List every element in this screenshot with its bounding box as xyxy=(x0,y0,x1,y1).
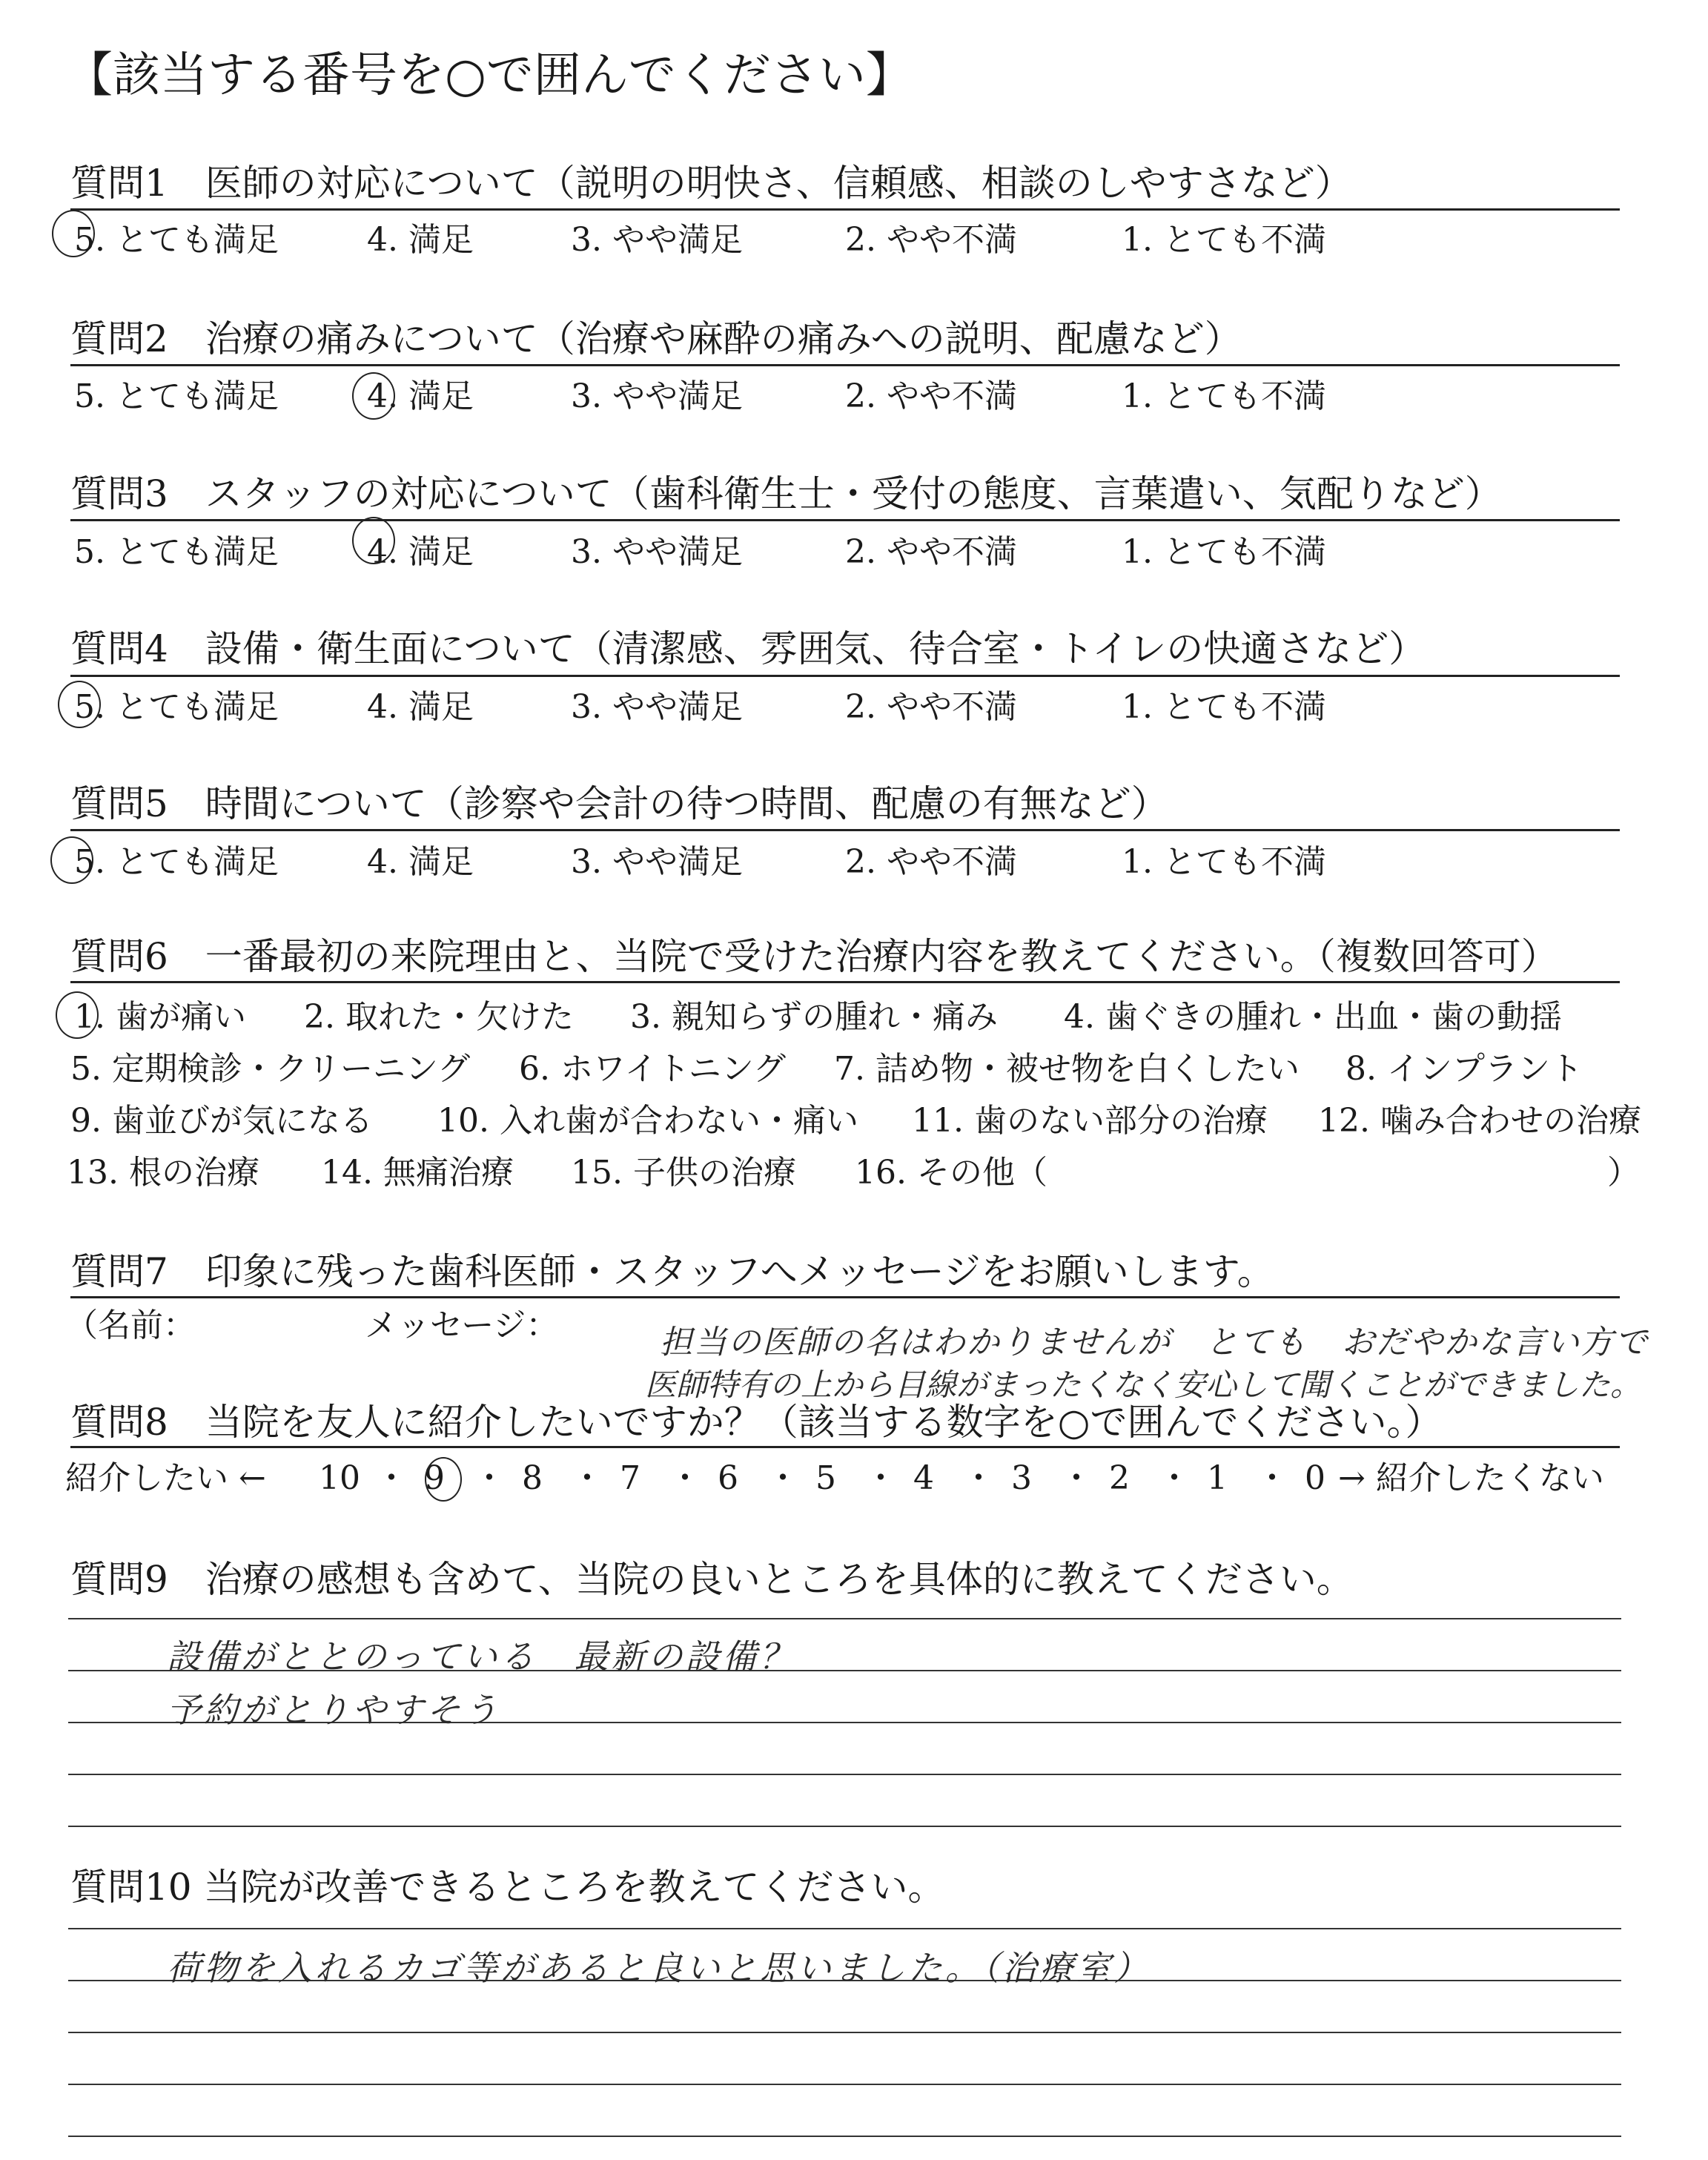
q8-title: 質問8 当院を友人に紹介したいですか？（該当する数字を○で囲んでください。） xyxy=(70,1401,1443,1444)
q1-option-4[interactable]: 4. 満足 xyxy=(367,221,474,259)
q2-option-5[interactable]: 5. とても満足 xyxy=(74,377,279,415)
q4-option-5[interactable]: 5. とても満足 xyxy=(74,688,279,726)
q2-rule xyxy=(70,364,1620,366)
q8-scale-separator: ・ xyxy=(473,1459,506,1497)
q1-option-3[interactable]: 3. やや満足 xyxy=(571,221,743,259)
q4-option-1[interactable]: 1. とても不満 xyxy=(1122,688,1326,726)
q6-option-3[interactable]: 3. 親知らずの腫れ・痛み xyxy=(630,998,998,1036)
q8-scale-4[interactable]: 4 xyxy=(913,1459,934,1497)
q5-option-2[interactable]: 2. やや不満 xyxy=(845,843,1017,881)
q8-rule xyxy=(70,1446,1620,1448)
q5-option-4[interactable]: 4. 満足 xyxy=(367,843,474,881)
q7-message-line-1[interactable]: 担当の医師の名はわかりませんが とても おだやかな言い方で xyxy=(660,1324,1649,1361)
q6-option-2[interactable]: 2. 取れた・欠けた xyxy=(304,998,574,1036)
q6-option-5[interactable]: 5. 定期検診・クリーニング xyxy=(70,1050,471,1088)
q10-answer-line-3 xyxy=(68,2032,1621,2033)
q10-title: 質問10 当院が改善できるところを教えてください。 xyxy=(70,1866,945,1909)
q3-option-5[interactable]: 5. とても満足 xyxy=(74,533,279,571)
q1-title: 質問1 医師の対応について（説明の明快さ、信頼感、相談のしやすさなど） xyxy=(70,162,1352,205)
q8-scale-separator: ・ xyxy=(1256,1459,1288,1497)
q6-option-7[interactable]: 7. 詰め物・被せ物を白くしたい xyxy=(834,1050,1300,1088)
q4-title: 質問4 設備・衛生面について（清潔感、雰囲気、待合室・トイレの快適さなど） xyxy=(70,627,1426,670)
q7-title: 質問7 印象に残った歯科医師・スタッフへメッセージをお願いします。 xyxy=(70,1250,1274,1293)
q8-scale-separator: ・ xyxy=(864,1459,897,1497)
q2-option-4[interactable]: 4. 満足 xyxy=(367,377,474,415)
q3-option-2[interactable]: 2. やや不満 xyxy=(845,533,1017,571)
q6-option-16[interactable]: 16. その他（ xyxy=(855,1154,1047,1192)
q7-message-line-2[interactable]: 医師特有の上から目線がまったくなく安心して聞くことができました。 xyxy=(645,1367,1642,1403)
q1-option-2[interactable]: 2. やや不満 xyxy=(845,221,1017,259)
q6-rule xyxy=(70,981,1620,983)
q8-answer-circle[interactable] xyxy=(425,1457,462,1502)
q1-rule xyxy=(70,208,1620,211)
q8-right-label: → 紹介したくない xyxy=(1338,1459,1604,1497)
q6-option-13[interactable]: 13. 根の治療 xyxy=(67,1154,259,1192)
q8-scale-separator: ・ xyxy=(571,1459,603,1497)
q7-rule xyxy=(70,1296,1620,1298)
q6-option-1[interactable]: 1. 歯が痛い xyxy=(74,998,246,1036)
q9-answer-text-2[interactable]: 予約がとりやすそう xyxy=(167,1690,500,1730)
q2-option-1[interactable]: 1. とても不満 xyxy=(1122,377,1326,415)
q6-option-6[interactable]: 6. ホワイトニング xyxy=(519,1050,787,1088)
q8-scale-separator: ・ xyxy=(375,1459,408,1497)
q8-scale-8[interactable]: 8 xyxy=(522,1459,543,1497)
q8-scale-separator: ・ xyxy=(669,1459,701,1497)
q8-scale-1[interactable]: 1 xyxy=(1207,1459,1228,1497)
q9-answer-line-5 xyxy=(68,1826,1621,1827)
q8-scale-7[interactable]: 7 xyxy=(620,1459,640,1497)
q8-left-label: 紹介したい ← xyxy=(65,1459,266,1497)
q3-option-1[interactable]: 1. とても不満 xyxy=(1122,533,1326,571)
q5-rule xyxy=(70,829,1620,831)
q4-option-3[interactable]: 3. やや満足 xyxy=(571,688,743,726)
q9-answer-line-4 xyxy=(68,1774,1621,1775)
q6-option-11[interactable]: 11. 歯のない部分の治療 xyxy=(912,1102,1268,1140)
q8-scale-separator: ・ xyxy=(767,1459,799,1497)
q4-option-2[interactable]: 2. やや不満 xyxy=(845,688,1017,726)
q4-rule xyxy=(70,675,1620,677)
q1-option-1[interactable]: 1. とても不満 xyxy=(1122,221,1326,259)
q6-option-4[interactable]: 4. 歯ぐきの腫れ・出血・歯の動揺 xyxy=(1064,998,1562,1036)
q9-title: 質問9 治療の感想も含めて、当院の良いところを具体的に教えてください。 xyxy=(70,1558,1354,1601)
q6-title: 質問6 一番最初の来院理由と、当院で受けた治療内容を教えてください。（複数回答可） xyxy=(70,935,1558,978)
q6-option-10[interactable]: 10. 入れ歯が合わない・痛い xyxy=(437,1102,858,1140)
q5-option-5[interactable]: 5. とても満足 xyxy=(74,843,279,881)
q10-answer-line-4 xyxy=(68,2084,1621,2085)
q2-title: 質問2 治療の痛みについて（治療や麻酔の痛みへの説明、配慮など） xyxy=(70,317,1242,360)
q6-option-9[interactable]: 9. 歯並びが気になる xyxy=(70,1102,373,1140)
q3-option-3[interactable]: 3. やや満足 xyxy=(571,533,743,571)
q8-scale-3[interactable]: 3 xyxy=(1011,1459,1032,1497)
q8-scale-6[interactable]: 6 xyxy=(718,1459,738,1497)
q8-scale-0[interactable]: 0 xyxy=(1305,1459,1325,1497)
q6-other-close-paren: ） xyxy=(1607,1154,1640,1192)
q10-answer-line-5 xyxy=(68,2136,1621,2137)
q10-answer-text-1[interactable]: 荷物を入れるカゴ等があると良いと思いました。（治療室） xyxy=(167,1948,1151,1988)
q9-answer-line-1 xyxy=(68,1618,1621,1619)
q5-option-3[interactable]: 3. やや満足 xyxy=(571,843,743,881)
q3-rule xyxy=(70,519,1620,521)
q8-scale-5[interactable]: 5 xyxy=(815,1459,836,1497)
q8-scale-separator: ・ xyxy=(1060,1459,1093,1497)
q6-option-12[interactable]: 12. 噛み合わせの治療 xyxy=(1318,1102,1641,1140)
q8-scale-9[interactable]: 9 xyxy=(424,1459,445,1497)
q7-message-label: メッセージ： xyxy=(365,1307,559,1344)
q3-title: 質問3 スタッフの対応について（歯科衛生士・受付の態度、言葉遣い、気配りなど） xyxy=(70,472,1502,515)
q10-answer-line-1 xyxy=(68,1928,1621,1929)
q5-option-1[interactable]: 1. とても不満 xyxy=(1122,843,1326,881)
q8-scale-10[interactable]: 10 xyxy=(319,1459,360,1497)
q6-option-15[interactable]: 15. 子供の治療 xyxy=(571,1154,796,1192)
page-title: 【該当する番号を○で囲んでください】 xyxy=(65,48,913,103)
q8-scale-2[interactable]: 2 xyxy=(1109,1459,1130,1497)
q6-option-8[interactable]: 8. インプラント xyxy=(1345,1050,1583,1088)
q3-option-4[interactable]: 4. 満足 xyxy=(367,533,474,571)
q7-name-label: （名前： xyxy=(65,1307,196,1344)
q5-title: 質問5 時間について（診察や会計の待つ時間、配慮の有無など） xyxy=(70,782,1168,825)
q4-option-4[interactable]: 4. 満足 xyxy=(367,688,474,726)
q1-option-5[interactable]: 5. とても満足 xyxy=(74,221,279,259)
q6-option-14[interactable]: 14. 無痛治療 xyxy=(321,1154,514,1192)
q8-scale-separator: ・ xyxy=(962,1459,995,1497)
q9-answer-text-1[interactable]: 設備がととのっている 最新の設備？ xyxy=(167,1636,797,1677)
q2-option-2[interactable]: 2. やや不満 xyxy=(845,377,1017,415)
q8-scale-separator: ・ xyxy=(1158,1459,1191,1497)
q2-option-3[interactable]: 3. やや満足 xyxy=(571,377,743,415)
